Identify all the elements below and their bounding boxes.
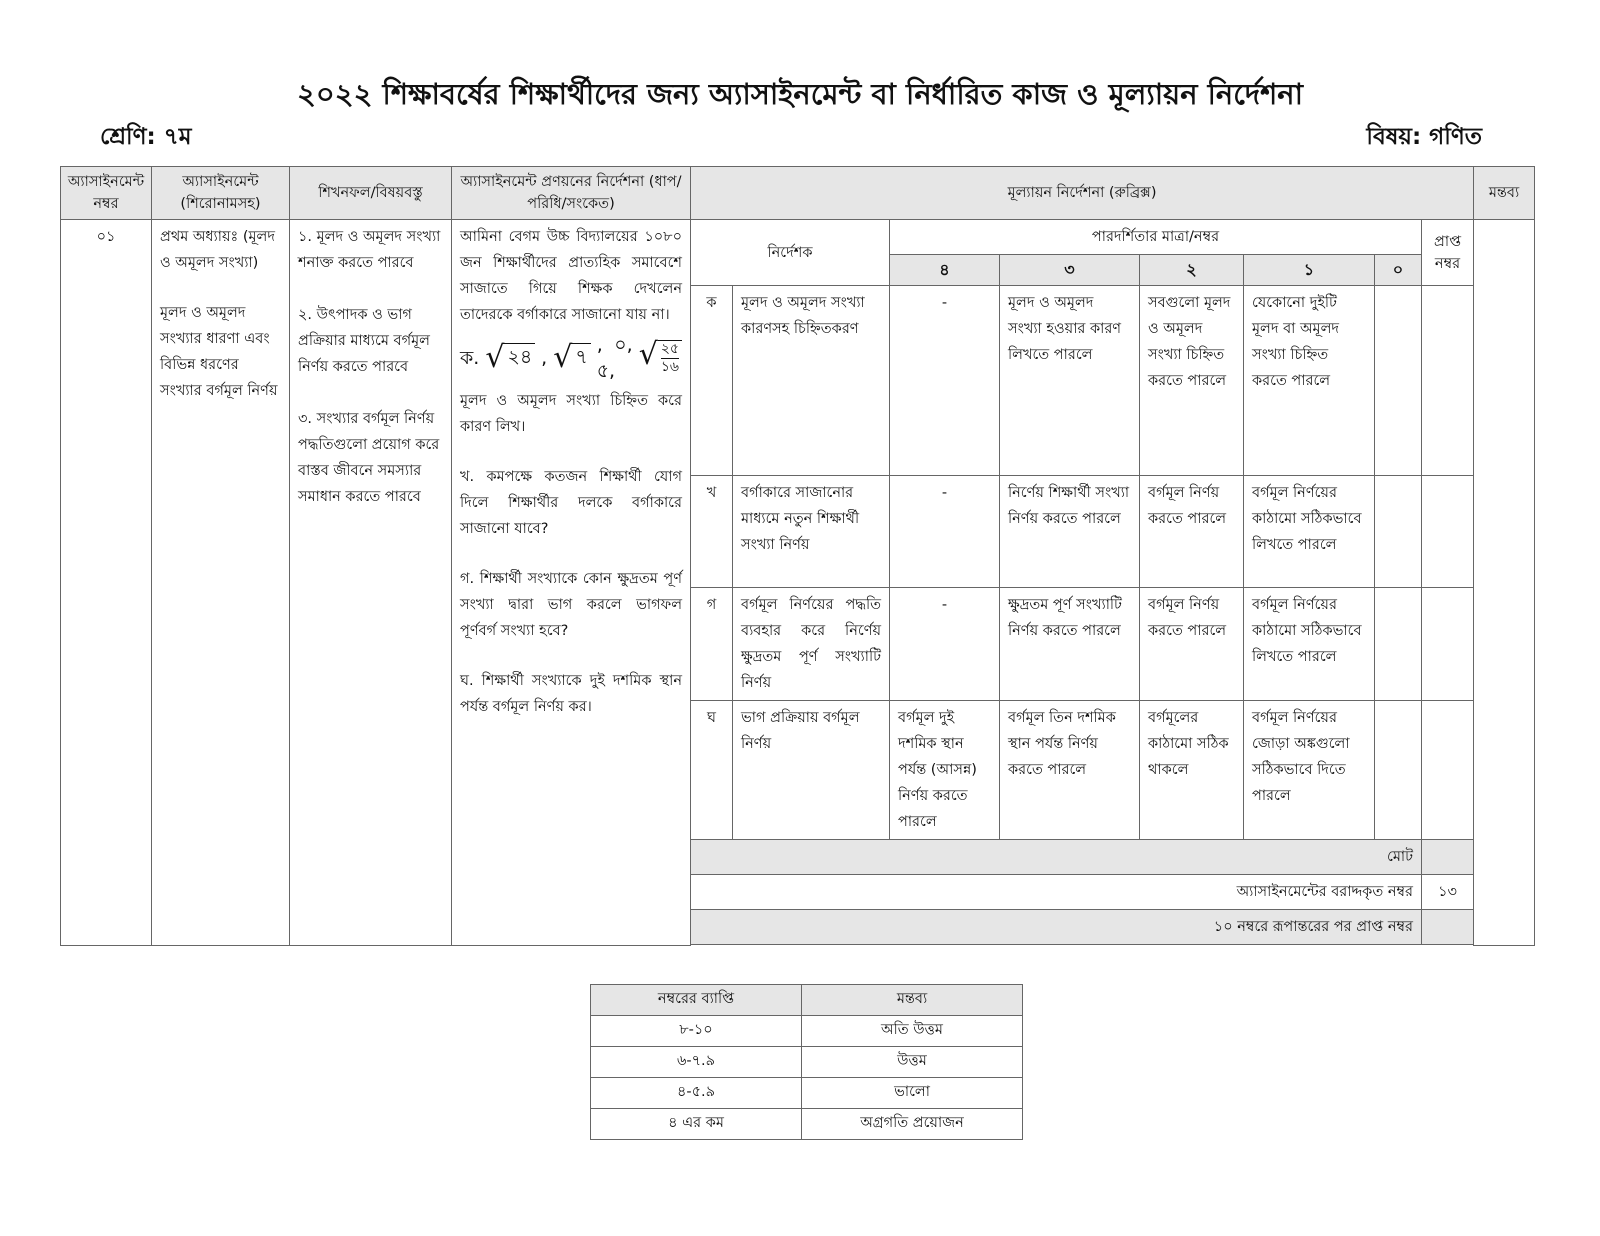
rubric-letter: গ — [691, 588, 733, 701]
rubric-level-3: ক্ষুদ্রতম পূর্ণ সংখ্যাটি নির্ণয় করতে পারলে — [1000, 588, 1140, 701]
page-title: ২০২২ শিক্ষাবর্ষের শিক্ষার্থীদের জন্য অ্যাসাইনমেন্ট বা নির্ধারিত কাজ ও মূল্যায়ন নির্দেশনা — [297, 77, 1303, 111]
remarks-cell — [1474, 220, 1535, 946]
header-performance-level: পারদর্শিতার মাত্রা/নম্বর — [890, 220, 1422, 255]
assignment-title-cell — [152, 220, 290, 946]
rubric-level-2: সবগুলো মূলদ ও অমূলদ সংখ্যা চিহ্নিত করতে পারলে — [1140, 286, 1244, 476]
grading-range: ৮-১০ — [591, 1016, 802, 1047]
rubric-level-0 — [1375, 476, 1422, 588]
subject-label: বিষয়: গণিত — [1366, 124, 1482, 150]
rubric-obtained — [1422, 588, 1474, 701]
rubric-level-4: - — [890, 286, 1000, 476]
rubric-letter: ঘ — [691, 701, 733, 840]
header-rubric: মূল্যায়ন নির্দেশনা (রুব্রিক্স) — [691, 167, 1474, 220]
table-row — [591, 1078, 1023, 1109]
grading-header-range: নম্বরের ব্যাপ্তি — [591, 985, 802, 1016]
rubric-indicator: মূলদ ও অমূলদ সংখ্যা কারণসহ চিহ্নিতকরণ — [733, 286, 890, 476]
rubric-level-1: বর্গমূল নির্ণয়ের কাঠামো সঠিকভাবে লিখতে পারলে — [1244, 476, 1375, 588]
rubric-indicator: বর্গমূল নির্ণয়ের পদ্ধতি ব্যবহার করে নির্ণেয় ক্ষুদ্রতম পূর্ণ সংখ্যাটি নির্ণয় — [733, 588, 890, 701]
assignment-number: ০১ — [61, 220, 152, 946]
grading-table — [590, 984, 1023, 1140]
total-value — [1422, 840, 1474, 875]
rubric-level-2: বর্গমূলের কাঠামো সঠিক থাকলে — [1140, 701, 1244, 840]
header-obtained: প্রাপ্ত নম্বর — [1422, 220, 1474, 286]
table-row — [591, 1016, 1023, 1047]
rubric-level-3: নির্ণেয় শিক্ষার্থী সংখ্যা নির্ণয় করতে পারলে — [1000, 476, 1140, 588]
level-0: ০ — [1375, 255, 1422, 286]
question-ka-prefix: ক. — [460, 347, 480, 369]
grading-remark: অগ্রগতি প্রয়োজন — [802, 1109, 1023, 1140]
assignment-table — [60, 166, 1535, 946]
topic-description: মূলদ ও অমূলদ সংখ্যার ধারণা এবং বিভিন্ন ধরণের সংখ্যার বর্গমূল নির্ণয় — [160, 305, 278, 399]
rubric-obtained — [1422, 701, 1474, 840]
rubric-obtained — [1422, 476, 1474, 588]
grading-range: ৪-৫.৯ — [591, 1078, 802, 1109]
rubric-level-1: বর্গমূল নির্ণয়ের জোড়া অঙ্কগুলো সঠিকভাবে দিতে পারলে — [1244, 701, 1375, 840]
chapter-title: প্রথম অধ্যায়ঃ (মূলদ ও অমূলদ সংখ্যা) — [160, 229, 275, 271]
question-ka-text: মূলদ ও অমূলদ সংখ্যা চিহ্নিত করে কারণ লিখ। — [460, 393, 682, 435]
level-1: ১ — [1244, 255, 1375, 286]
grading-remark: ভালো — [802, 1078, 1023, 1109]
rubric-level-2: বর্গমূল নির্ণয় করতে পারলে — [1140, 588, 1244, 701]
rubric-level-0 — [1375, 286, 1422, 476]
learning-outcome-1: ১. মূলদ ও অমূলদ সংখ্যা শনাক্ত করতে পারবে — [298, 229, 441, 271]
learning-outcome-3: ৩. সংখ্যার বর্গমূল নির্ণয় পদ্ধতিগুলো প্রয়োগ করে বাস্তব জীবনে সমস্যার সমাধান করতে পারবে — [298, 411, 440, 505]
rubric-level-0 — [1375, 701, 1422, 840]
rubric-level-4: বর্গমূল দুই দশমিক স্থান পর্যন্ত (আসন্ন) নির্ণয় করতে পারলে — [890, 701, 1000, 840]
grading-remark: উত্তম — [802, 1047, 1023, 1078]
grading-range: ৪ এর কম — [591, 1109, 802, 1140]
rubric-level-3: মূলদ ও অমূলদ সংখ্যা হওয়ার কারণ লিখতে পারলে — [1000, 286, 1140, 476]
header-remarks: মন্তব্য — [1474, 167, 1535, 220]
allocated-marks-label: অ্যাসাইনমেন্টের বরাদ্দকৃত নম্বর — [691, 875, 1422, 910]
grading-header-remark: মন্তব্য — [802, 985, 1023, 1016]
level-3: ৩ — [1000, 255, 1140, 286]
rubric-level-0 — [1375, 588, 1422, 701]
task-intro: আমিনা বেগম উচ্চ বিদ্যালয়ের ১০৮০ জন শিক্ষার্থীদের প্রাত্যহিক সমাবেশে সাজাতে গিয়ে শিক্ষক দেখলেন তাদেরকে বর্গাকারে সাজানো যায় না। — [460, 229, 682, 323]
rubric-level-3: বর্গমূল তিন দশমিক স্থান পর্যন্ত নির্ণয় করতে পারলে — [1000, 701, 1140, 840]
spacer-row — [691, 945, 1474, 946]
class-label: শ্রেণি: ৭ম — [100, 124, 192, 150]
level-4: ৪ — [890, 255, 1000, 286]
learning-outcomes-cell — [290, 220, 452, 946]
header-indicator: নির্দেশক — [691, 220, 890, 286]
rubric-indicator: বর্গাকারে সাজানোর মাধ্যমে নতুন শিক্ষার্থী সংখ্যা নির্ণয় — [733, 476, 890, 588]
square-root-24: √ ২৪ — [485, 343, 535, 373]
grading-remark: অতি উত্তম — [802, 1016, 1023, 1047]
rubric-obtained — [1422, 286, 1474, 476]
question-ga: গ. শিক্ষার্থী সংখ্যাকে কোন ক্ষুদ্রতম পূর্ণ সংখ্যা দ্বারা ভাগ করলে ভাগফল পূর্ণবর্গ সংখ্যা হবে? — [460, 571, 682, 639]
level-2: ২ — [1140, 255, 1244, 286]
rubric-indicator: ভাগ প্রক্রিয়ায় বর্গমূল নির্ণয় — [733, 701, 890, 840]
header-assignment-title: অ্যাসাইনমেন্ট (শিরোনামসহ) — [152, 167, 290, 220]
header-assignment-no: অ্যাসাইনমেন্ট নম্বর — [61, 167, 152, 220]
rubric-letter: খ — [691, 476, 733, 588]
table-row — [591, 1047, 1023, 1078]
header-learning-outcome: শিখনফল/বিষয়বস্তু — [290, 167, 452, 220]
question-gha: ঘ. শিক্ষার্থী সংখ্যাকে দুই দশমিক স্থান পর্যন্ত বর্গমূল নির্ণয় কর। — [460, 673, 682, 715]
rubric-level-2: বর্গমূল নির্ণয় করতে পারলে — [1140, 476, 1244, 588]
total-label: মোট — [691, 840, 1422, 875]
instructions-cell — [452, 220, 691, 946]
square-root-fraction: √ $\frac{২৫}{১৬}$ — [639, 340, 682, 376]
allocated-marks-value: ১৩ — [1422, 875, 1474, 910]
header-instructions: অ্যাসাইনমেন্ট প্রণয়নের নির্দেশনা (ধাপ/পরিধি/সংকেত) — [452, 167, 691, 220]
rubric-level-1: যেকোনো দুইটি মূলদ বা অমূলদ সংখ্যা চিহ্নিত করতে পারলে — [1244, 286, 1375, 476]
grading-range: ৬-৭.৯ — [591, 1047, 802, 1078]
plain-numbers: , ০, ৫, — [596, 334, 633, 382]
question-kha: খ. কমপক্ষে কতজন শিক্ষার্থী যোগ দিলে শিক্ষার্থীর দলকে বর্গাকারে সাজানো যাবে? — [460, 469, 682, 537]
math-expression: ক. √ ২৪ , √ ৭ , ০, ৫, √ $\frac{২৫}{১৬}$ — [460, 328, 682, 388]
converted-marks-value — [1422, 910, 1474, 945]
table-row — [591, 1109, 1023, 1140]
rubric-letter: ক — [691, 286, 733, 476]
rubric-level-1: বর্গমূল নির্ণয়ের কাঠামো সঠিকভাবে লিখতে পারলে — [1244, 588, 1375, 701]
converted-marks-label: ১০ নম্বরে রূপান্তরের পর প্রাপ্ত নম্বর — [691, 910, 1422, 945]
rubric-level-4: - — [890, 476, 1000, 588]
square-root-7: √ ৭ — [553, 343, 590, 373]
rubric-level-4: - — [890, 588, 1000, 701]
learning-outcome-2: ২. উৎপাদক ও ভাগ প্রক্রিয়ার মাধ্যমে বর্গমূল নির্ণয় করতে পারবে — [298, 307, 430, 375]
